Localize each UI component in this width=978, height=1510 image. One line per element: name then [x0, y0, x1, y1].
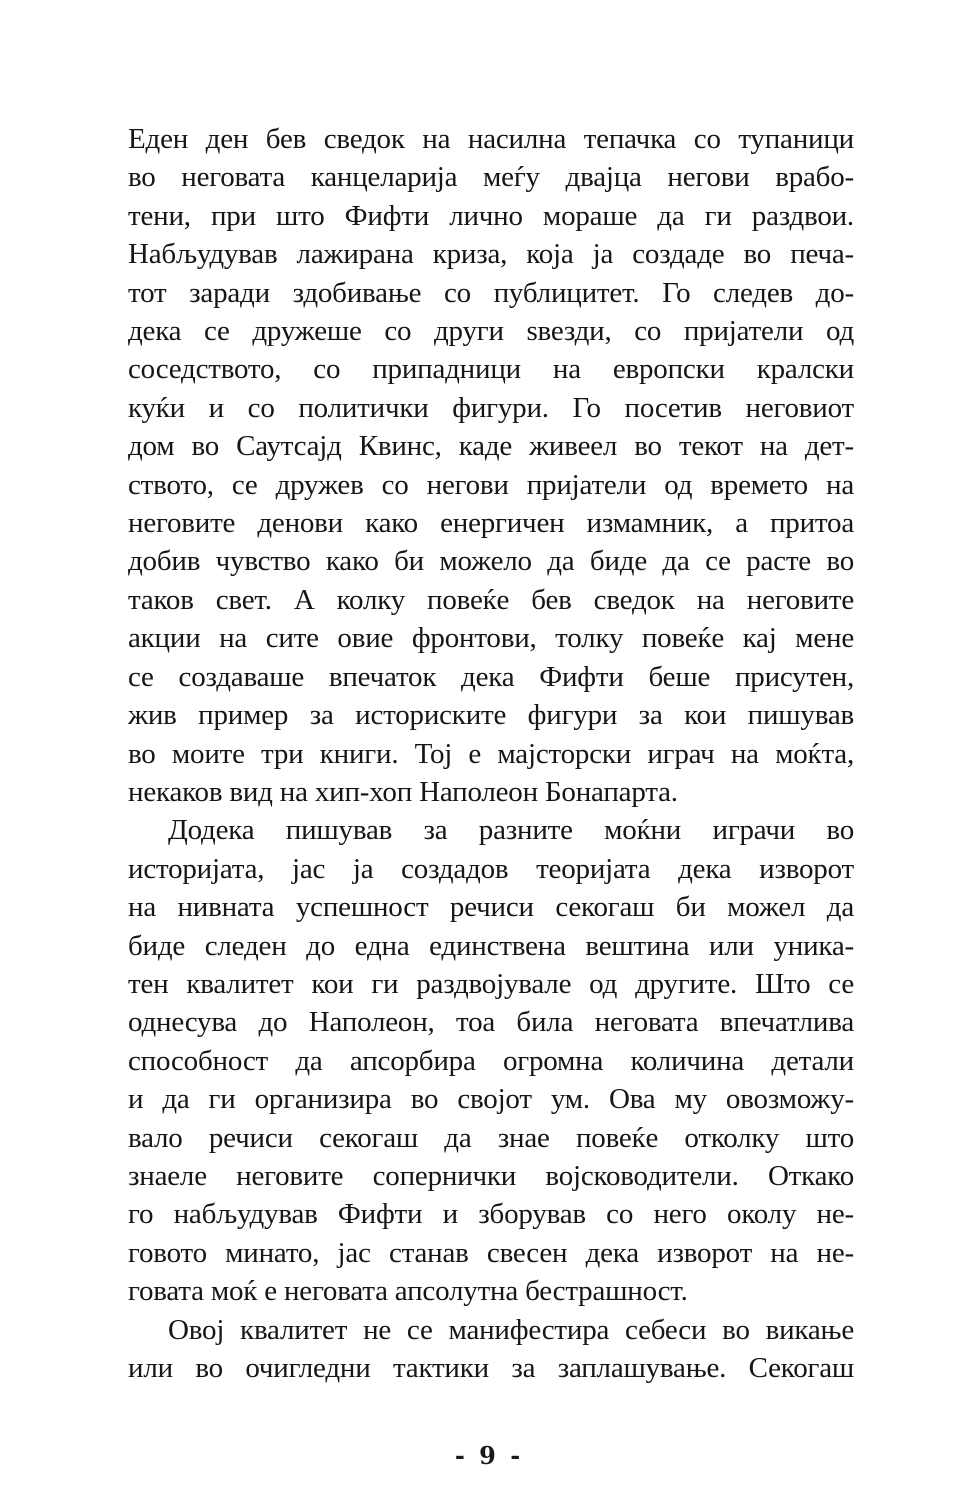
text-line: таков свет. А колку повеќе бев сведок на неговите [128, 583, 854, 616]
text-line: жив пример за историските фигури за кои пишував [128, 699, 854, 732]
text-line: или во очигледни тактики за заплашување. Секогаш [128, 1352, 854, 1384]
text-line: Овој квалитет не се манифестира себеси во викање [168, 1313, 854, 1346]
text-line: однесува до Наполеон, тоа била неговата впечатлива [128, 1006, 854, 1039]
text-line: соседството, со припадници на европски кралски [128, 353, 854, 386]
text-line: Набљудував лажирана криза, која ја создаде во печа- [128, 238, 854, 271]
text-line: биде следен до една единствена вештина или уника- [128, 929, 854, 962]
text-line: во моите три книги. Тој е мајсторски играч на моќта, [128, 737, 854, 770]
text-line: тот заради здобивање со публицитет. Го следев до- [128, 276, 854, 309]
text-line: акции на сите овие фронтови, толку повеќе кај мене [128, 622, 854, 655]
text-line: неговите денови како енергичен измамник, а притоа [128, 507, 854, 540]
text-line: Еден ден бев сведок на насилна тепачка со тупаници [128, 123, 854, 155]
text-line: тени, при што Фифти лично мораше да ги раздвои. [128, 199, 854, 232]
text-line: се создаваше впечаток дека Фифти беше присутен, [128, 660, 854, 693]
text-line: на нивната успешност речиси секогаш би можел да [128, 891, 854, 924]
text-line: говата моќ е неговата апсолутна бестрашност. [128, 1275, 688, 1308]
text-line: вало речиси секогаш да знае повеќе отколку што [128, 1121, 854, 1154]
text-line: знаеле неговите сопернички војсководители. Откако [128, 1159, 854, 1192]
text-line: дом во Саутсајд Квинс, каде живеел во текот на дет- [128, 430, 854, 463]
page-number: - 9 - [454, 1441, 524, 1470]
text-line: дека се дружеше со други ѕвезди, со пријатели од [128, 315, 854, 348]
text-line: ството, се дружев со негови пријатели од времето на [128, 468, 854, 501]
text-line: некаков вид на хип-хоп Наполеон Бонапарта. [128, 775, 678, 808]
text-line: во неговата канцеларија меѓу двајца негови врабо- [128, 161, 854, 194]
text-line: го набљудував Фифти и зборував со него околу не- [128, 1198, 854, 1231]
text-line: добив чувство како би можело да биде да се расте во [128, 545, 854, 578]
text-line: говото минато, јас станав свесен дека изворот на не- [128, 1236, 854, 1269]
text-line: способност да апсорбира огромна количина детали [128, 1044, 854, 1077]
text-line: и да ги организира во својот ум. Ова му овозможу- [128, 1083, 854, 1116]
body-text [128, 120, 854, 1387]
text-line: тен квалитет кои ги раздвојувале од другите. Што се [128, 967, 854, 1000]
text-line: Додека пишував за разните моќни играчи во [168, 814, 854, 847]
text-line: куќи и со политички фигури. Го посетив неговиот [128, 391, 854, 424]
text-line: историјата, јас ја создадов теоријата дека изворот [128, 852, 854, 885]
